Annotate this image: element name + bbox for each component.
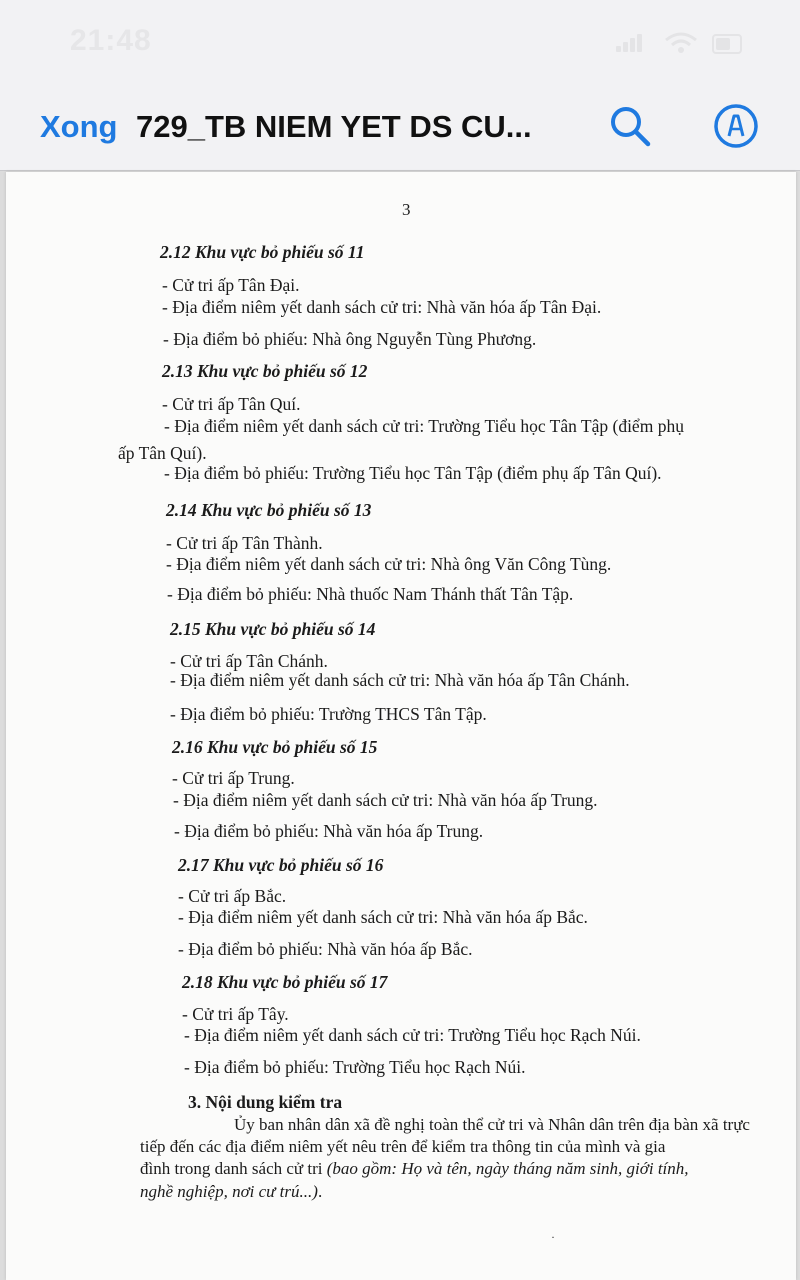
document-page[interactable] bbox=[6, 172, 796, 1280]
posting-place-line: - Địa điểm niêm yết danh sách cử tri: Trường Tiểu học Rạch Núi. bbox=[184, 1025, 641, 1045]
voting-place-line: - Địa điểm bỏ phiếu: Trường Tiểu học Tân Tập (điểm phụ ấp Tân Quí). bbox=[164, 463, 662, 483]
posting-place-line: - Địa điểm niêm yết danh sách cử tri: Trường Tiểu học Tân Tập (điểm phụ bbox=[164, 416, 684, 436]
section-heading: 2.12 Khu vực bỏ phiếu số 11 bbox=[160, 242, 365, 262]
posting-place-line: - Địa điểm niêm yết danh sách cử tri: Nhà văn hóa ấp Trung. bbox=[173, 790, 598, 810]
section-3-line-italic: (bao gồm: Họ và tên, ngày tháng năm sinh, giới tính, bbox=[326, 1159, 689, 1178]
section-3-line: Ủy ban nhân dân xã đề nghị toàn thể cử tri và Nhân dân trên địa bàn xã trực bbox=[234, 1115, 750, 1134]
battery-icon bbox=[712, 32, 746, 52]
voting-place-line: - Địa điểm bỏ phiếu: Nhà ông Nguyễn Tùng Phương. bbox=[163, 329, 537, 349]
section-3-line-text: đình trong danh sách cử tri bbox=[140, 1159, 327, 1178]
posting-place-line: - Địa điểm niêm yết danh sách cử tri: Nhà ông Văn Công Tùng. bbox=[166, 554, 612, 574]
navigation-bar bbox=[0, 90, 800, 171]
status-bar bbox=[0, 0, 800, 90]
section-3-line-italic: nghề nghiệp, nơi cư trú...) bbox=[140, 1182, 318, 1201]
voting-place-line: - Địa điểm bỏ phiếu: Nhà văn hóa ấp Bắc. bbox=[178, 939, 473, 959]
status-time: 21:48 bbox=[70, 24, 152, 57]
voting-place-line: - Địa điểm bỏ phiếu: Trường THCS Tân Tập. bbox=[170, 704, 487, 724]
posting-place-line: - Địa điểm niêm yết danh sách cử tri: Nhà văn hóa ấp Bắc. bbox=[178, 907, 588, 927]
section-3-line bbox=[140, 1182, 322, 1202]
done-button[interactable]: Xong bbox=[40, 109, 118, 144]
cellular-signal-icon bbox=[616, 32, 644, 52]
page-number: 3 bbox=[402, 200, 411, 219]
posting-place-line: - Địa điểm niêm yết danh sách cử tri: Nhà văn hóa ấp Tân Chánh. bbox=[170, 670, 630, 690]
voters-line: - Cử tri ấp Tân Đại. bbox=[162, 275, 300, 295]
section-heading: 2.16 Khu vực bỏ phiếu số 15 bbox=[172, 737, 378, 757]
posting-place-line: - Địa điểm niêm yết danh sách cử tri: Nhà văn hóa ấp Tân Đại. bbox=[162, 297, 602, 317]
markup-pen-icon[interactable] bbox=[712, 102, 760, 150]
section-heading: 2.18 Khu vực bỏ phiếu số 17 bbox=[182, 972, 388, 992]
voters-line: - Cử tri ấp Bắc. bbox=[178, 886, 287, 906]
scan-mark: · bbox=[551, 1230, 555, 1244]
voters-line: - Cử tri ấp Tây. bbox=[182, 1004, 289, 1024]
voting-place-line: - Địa điểm bỏ phiếu: Nhà thuốc Nam Thánh thất Tân Tập. bbox=[167, 584, 574, 604]
voting-place-line: - Địa điểm bỏ phiếu: Nhà văn hóa ấp Trung. bbox=[174, 821, 484, 841]
section-3-line bbox=[140, 1159, 689, 1179]
search-icon[interactable] bbox=[606, 102, 654, 150]
section-heading: 2.13 Khu vực bỏ phiếu số 12 bbox=[162, 361, 368, 381]
section-heading: 2.15 Khu vực bỏ phiếu số 14 bbox=[170, 619, 376, 639]
voters-line: - Cử tri ấp Tân Thành. bbox=[166, 533, 323, 553]
voting-place-line: - Địa điểm bỏ phiếu: Trường Tiểu học Rạch Núi. bbox=[184, 1057, 526, 1077]
voters-line: - Cử tri ấp Tân Chánh. bbox=[170, 651, 328, 671]
section-3-line: tiếp đến các địa điểm niêm yết nêu trên để kiểm tra thông tin của mình và gia bbox=[140, 1137, 666, 1156]
posting-place-continuation: ấp Tân Quí). bbox=[118, 443, 207, 463]
section-heading: 2.14 Khu vực bỏ phiếu số 13 bbox=[166, 500, 372, 520]
section-3-line-end: . bbox=[317, 1182, 323, 1201]
voters-line: - Cử tri ấp Tân Quí. bbox=[162, 394, 301, 414]
document-title: 729_TB NIEM YET DS CU... bbox=[136, 109, 532, 144]
section-heading: 2.17 Khu vực bỏ phiếu số 16 bbox=[178, 855, 384, 875]
wifi-icon bbox=[664, 32, 698, 52]
voters-line: - Cử tri ấp Trung. bbox=[172, 768, 295, 788]
section-3-heading: 3. Nội dung kiểm tra bbox=[188, 1092, 343, 1112]
